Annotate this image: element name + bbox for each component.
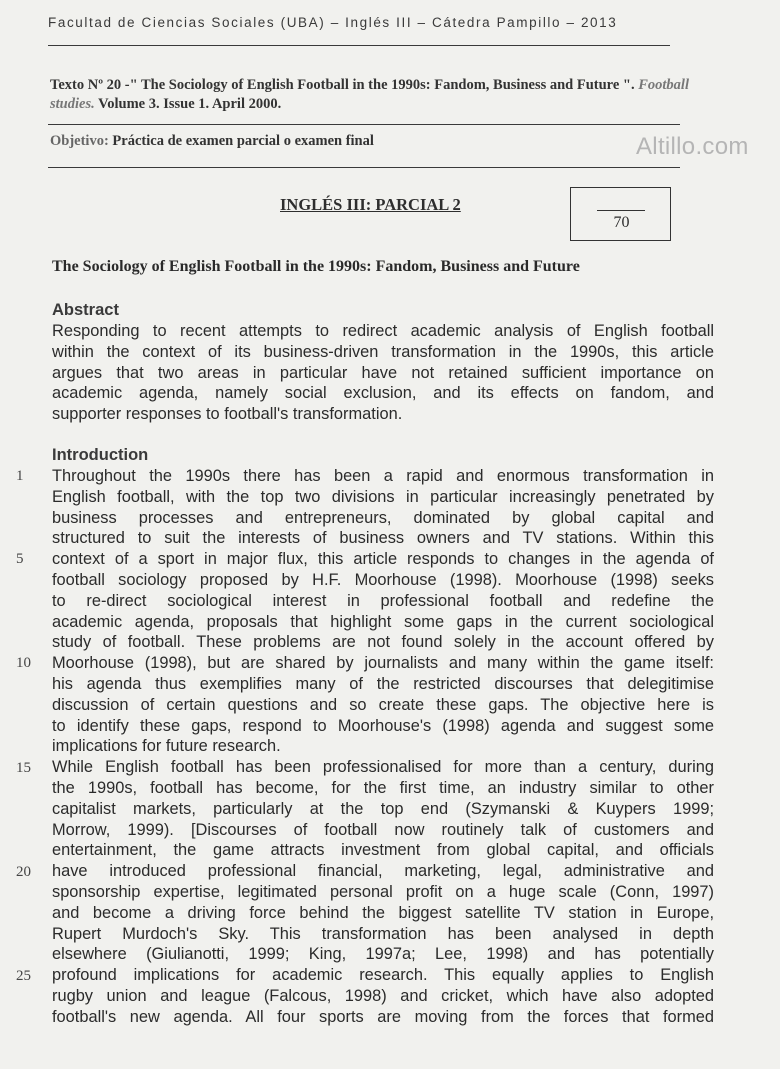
introduction-line: capitalist markets, particularly at the top end (Szymanski & Kuypers 1999; (52, 799, 714, 818)
abstract-line: argues that two areas in particular have not retained sufficient importance on (52, 363, 714, 382)
score-line (597, 210, 645, 211)
abstract-line: academic agenda, namely social exclusion, and its effects on fandom, and (52, 384, 714, 403)
abstract-line: supporter responses to football's transformation. (52, 405, 403, 424)
introduction-line: Throughout the 1990s there has been a rapid and enormous transformation in (52, 467, 714, 485)
introduction-line: rugby union and league (Falcous, 1998) and cricket, which have also adopted (52, 986, 714, 1005)
introduction-line: football's new agenda. All four sports are moving from the forces that formed (52, 1007, 714, 1026)
introduction-line: his agenda thus exemplifies many of the restricted discourses that delegitimise (52, 674, 714, 693)
line-number: 25 (16, 968, 31, 984)
article-title: The Sociology of English Football in the 1990s: Fandom, Business and Future (52, 258, 580, 275)
introduction-line: sponsorship expertise, legitimated personal profit on a huge scale (Conn, 1997) (52, 882, 714, 901)
introduction-line: While English football has been professionalised for more than a century, during (52, 758, 714, 777)
introduction-line: football sociology proposed by H.F. Moorhouse (1998). Moorhouse (1998) seeks (52, 570, 714, 589)
objective-text: Práctica de examen parcial o examen final (108, 133, 374, 149)
introduction-line: English football, with the top two divisions in particular increasingly penetrated by (52, 487, 714, 506)
abstract-body (52, 321, 714, 425)
source-reference (50, 76, 690, 114)
introduction-line: have introduced professional financial, marketing, legal, administrative and (52, 862, 714, 881)
source-journal: Football studies. (50, 77, 689, 112)
watermark: Altillo.com (636, 133, 749, 160)
introduction-heading: Introduction (52, 446, 149, 464)
line-number: 15 (16, 760, 31, 776)
source-rule (48, 124, 680, 125)
abstract-line: Responding to recent attempts to redirect academic analysis of English football (52, 322, 714, 340)
introduction-line: Moorhouse (1998), but are shared by journalists and many within the game itself: (52, 654, 714, 673)
line-number: 20 (16, 864, 31, 880)
header-rule (48, 45, 670, 46)
introduction-line: study of football. These problems are not found solely in the account offered by (52, 633, 714, 652)
introduction-line: Morrow, 1999). [Discourses of football now routinely talk of customers and (52, 820, 714, 839)
abstract-heading: Abstract (52, 301, 119, 319)
introduction-line: and become a driving force behind the biggest satellite TV station in Europe, (52, 903, 714, 922)
source-prefix: Texto Nº 20 -" The Sociology of English Football in the 1990s: Fandom, Business and Future ". (50, 77, 639, 93)
introduction-line: to re-direct sociological interest in professional football and redefine the (52, 591, 714, 610)
introduction-line: profound implications for academic research. This equally applies to English (52, 966, 714, 985)
introduction-line: context of a sport in major flux, this article responds to changes in the agenda of (52, 550, 714, 569)
score-box (570, 187, 671, 241)
objective-rule (48, 167, 680, 168)
objective-label: Objetivo: (50, 133, 109, 149)
introduction-body (52, 466, 714, 1028)
introduction-line: business processes and entrepreneurs, dominated by global capital and (52, 508, 714, 527)
score-value: 70 (613, 214, 630, 231)
objective-line (50, 133, 374, 150)
introduction-line: structured to suit the interests of business owners and TV stations. Within this (52, 529, 714, 548)
introduction-line: discussion of certain questions and so create these gaps. The objective here is (52, 695, 714, 714)
introduction-line: the 1990s, football has become, for the first time, an industry similar to other (52, 778, 714, 797)
line-number: 5 (16, 551, 24, 567)
abstract-line: within the context of its business-driven transformation in the 1990s, this article (52, 342, 714, 361)
introduction-line: entertainment, the game attracts investment from global capital, and officials (52, 841, 714, 860)
line-number: 1 (16, 468, 24, 484)
introduction-line: to identify these gaps, respond to Moorhouse's (1998) agenda and suggest some (52, 716, 714, 735)
source-suffix: Volume 3. Issue 1. April 2000. (94, 96, 282, 112)
introduction-line: Rupert Murdoch's Sky. This transformation has been analysed in depth (52, 924, 714, 943)
introduction-line: implications for future research. (52, 737, 281, 756)
introduction-line: academic agenda, proposals that highlight some gaps in the current sociological (52, 612, 714, 631)
line-number: 10 (16, 655, 31, 671)
exam-title: INGLÉS III: PARCIAL 2 (280, 195, 461, 214)
course-header: Facultad de Ciencias Sociales (UBA) – Inglés III – Cátedra Pampillo – 2013 (48, 15, 618, 30)
introduction-line: elsewhere (Giulianotti, 1999; King, 1997a; Lee, 1998) and has potentially (52, 945, 714, 964)
